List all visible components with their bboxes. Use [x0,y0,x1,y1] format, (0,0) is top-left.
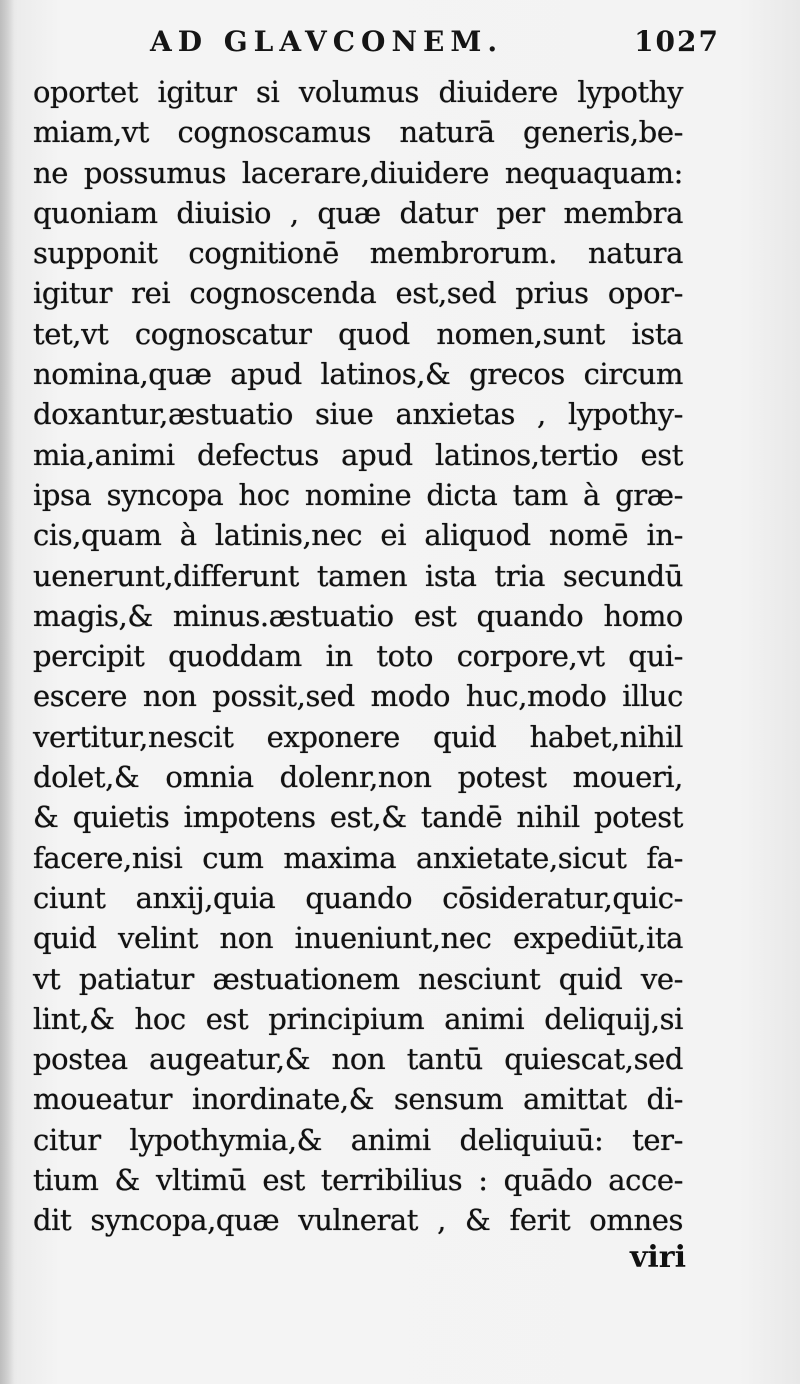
text-line: quid velint non inueniunt,nec expediūt,ita [33,921,683,956]
text-line: mia,animi defectus apud latinos,tertio est [33,437,683,472]
text-line: uenerunt,differunt tamen ista tria secundū [33,558,683,593]
text-line: ipsa syncopa hoc nomine dicta tam à græ- [33,477,683,512]
text-line: & quietis impotens est,& tandē nihil potest [33,800,683,835]
running-head [150,22,720,62]
text-line: magis,& minus.æstuatio est quando homo [33,598,683,633]
text-line: citur lypothymia,& animi deliquiuū: ter- [33,1122,683,1157]
text-line: dolet,& omnia dolenr,non potest moueri, [33,760,683,795]
text-line: percipit quoddam in toto corpore,vt qui- [33,639,683,674]
text-line: moueatur inordinate,& sensum amittat di- [33,1082,683,1117]
text-line: tet,vt cognoscatur quod nomen,sunt ista [33,316,683,351]
text-line: tium & vltimū est terribilius : quādo acce- [33,1163,683,1198]
text-line: ne possumus lacerare,diuidere nequaquam: [33,155,683,190]
text-line: igitur rei cognoscenda est,sed prius opor- [33,276,683,311]
body-text [33,72,683,1241]
page-number: 1027 [634,25,720,58]
text-line: vt patiatur æstuationem nesciunt quid ve- [33,961,683,996]
text-line: quoniam diuisio , quæ datur per membra [33,195,683,230]
text-line: postea augeatur,& non tantū quiescat,sed [33,1042,683,1077]
catchword: viri [629,1240,686,1275]
text-line: vertitur,nescit exponere quid habet,nihil [33,719,683,754]
running-title: AD GLAVCONEM. [150,25,504,58]
text-line: cis,quam à latinis,nec ei aliquod nomē in- [33,518,683,553]
text-line: miam,vt cognoscamus naturā generis,be- [33,115,683,150]
text-line: escere non possit,sed modo huc,modo illuc [33,679,683,714]
text-line: nomina,quæ apud latinos,& grecos circum [33,357,683,392]
text-line: dit syncopa,quæ vulnerat , & ferit omnes [33,1203,683,1238]
text-line: ciunt anxij,quia quando cōsideratur,quic- [33,880,683,915]
text-line: oportet igitur si volumus diuidere lypothy [33,75,683,109]
text-line: lint,& hoc est principium animi deliquij,si [33,1001,683,1036]
text-line: facere,nisi cum maxima anxietate,sicut fa- [33,840,683,875]
text-line: doxantur,æstuatio siue anxietas , lypothy- [33,397,683,432]
text-line: supponit cognitionē membrorum. natura [33,236,683,271]
page-gutter-shadow [0,0,14,1384]
